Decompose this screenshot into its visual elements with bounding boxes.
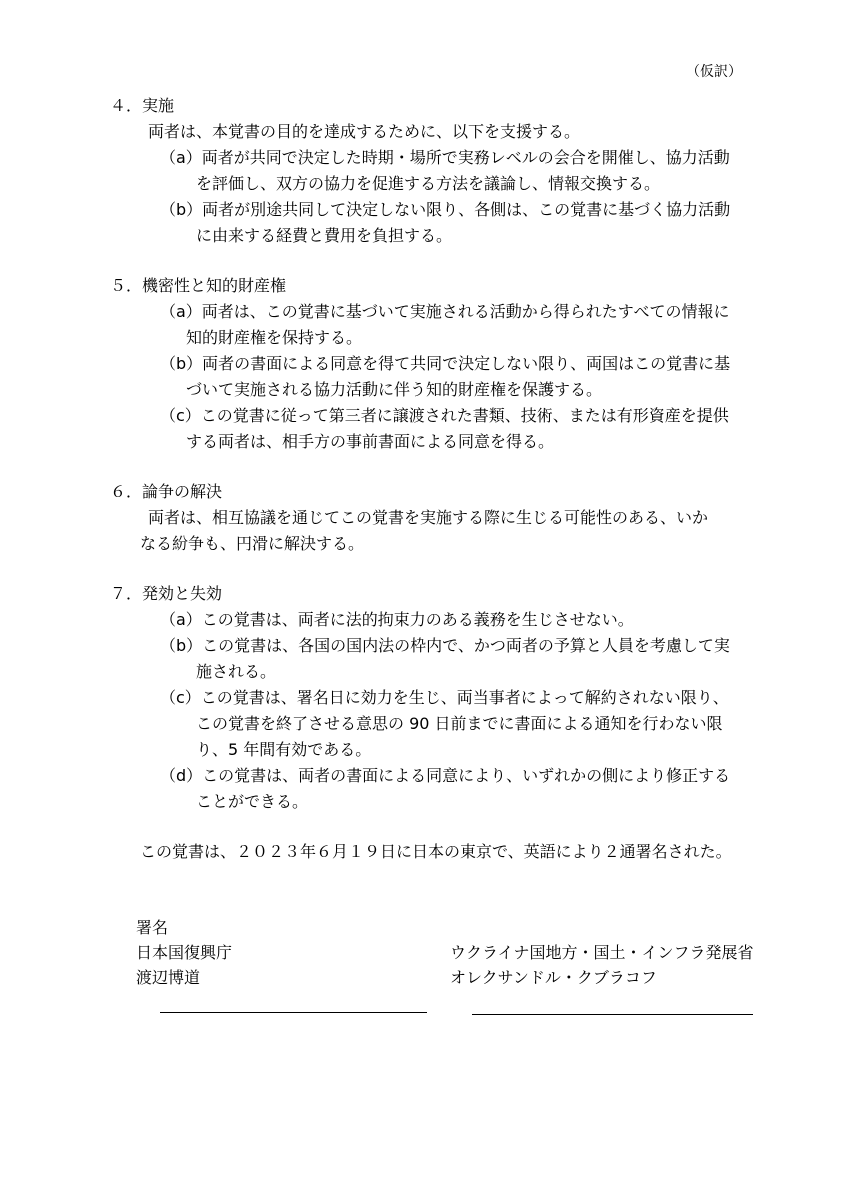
section-7d-line-1: （d）この覚書は、両者の書面による同意により、いずれかの側により修正する <box>160 766 731 785</box>
section-5c-line-2: する両者は、相手方の事前書面による同意を得る。 <box>186 432 555 451</box>
closing-statement: この覚書は、２０２３年６月１９日に日本の東京で、英語により２通署名された。 <box>140 842 732 861</box>
section-4a-line-2: を評価し、双方の協力を促進する方法を議論し、情報交換する。 <box>196 174 661 193</box>
provisional-translation-note: （仮訳） <box>686 64 742 80</box>
signature-label: 署名 <box>136 918 169 937</box>
section-4a-line-1: （a）両者が共同で決定した時期・場所で実務レベルの会合を開催し、協力活動 <box>160 148 730 167</box>
section-4-intro: 両者は、本覚書の目的を達成するために、以下を支援する。 <box>148 122 581 141</box>
section-4-heading: ４．実施 <box>110 96 175 115</box>
section-7-heading: ７．発効と失効 <box>110 584 223 603</box>
section-5b-line-1: （b）両者の書面による同意を得て共同で決定しない限り、両国はこの覚書に基 <box>160 354 731 373</box>
section-4b-line-1: （b）両者が別途共同して決定しない限り、各側は、この覚書に基づく協力活動 <box>160 200 731 219</box>
section-5a-line-1: （a）両者は、この覚書に基づいて実施される活動から得られたすべての情報に <box>160 302 730 321</box>
left-signatory-name: 渡辺博道 <box>136 968 201 987</box>
section-6-line-1: 両者は、相互協議を通じてこの覚書を実施する際に生じる可能性のある、いか <box>148 508 709 527</box>
section-7c-line-3: り、5 年間有効である。 <box>196 740 372 759</box>
section-6-line-2: なる紛争も、円滑に解決する。 <box>140 534 365 553</box>
section-5b-line-2: づいて実施される協力活動に伴う知的財産権を保護する。 <box>186 380 603 399</box>
section-7a-line-1: （a）この覚書は、両者に法的拘束力のある義務を生じさせない。 <box>160 610 634 629</box>
left-signature-line <box>160 1012 427 1013</box>
section-7c-line-2: この覚書を終了させる意思の 90 日前までに書面による通知を行わない限 <box>196 714 723 733</box>
section-6-heading: ６．論争の解決 <box>110 482 223 501</box>
section-7b-line-1: （b）この覚書は、各国の国内法の枠内で、かつ両者の予算と人員を考慮して実 <box>160 636 730 655</box>
section-5-heading: ５．機密性と知的財産権 <box>110 276 287 295</box>
left-signatory-org: 日本国復興庁 <box>136 943 233 962</box>
right-signature-line <box>472 1014 753 1015</box>
section-5a-line-2: 知的財産権を保持する。 <box>186 328 363 347</box>
section-5c-line-1: （c）この覚書に従って第三者に譲渡された書類、技術、または有形資産を提供 <box>160 406 729 425</box>
section-7b-line-2: 施される。 <box>196 662 277 681</box>
section-4b-line-2: に由来する経費と費用を負担する。 <box>196 226 453 245</box>
right-signatory-name: オレクサンドル・クブラコフ <box>450 968 657 987</box>
section-7d-line-2: ことができる。 <box>196 792 309 811</box>
section-7c-line-1: （c）この覚書は、署名日に効力を生じ、両当事者によって解約されない限り、 <box>160 688 729 707</box>
right-signatory-org: ウクライナ国地方・国土・インフラ発展省 <box>450 943 754 962</box>
